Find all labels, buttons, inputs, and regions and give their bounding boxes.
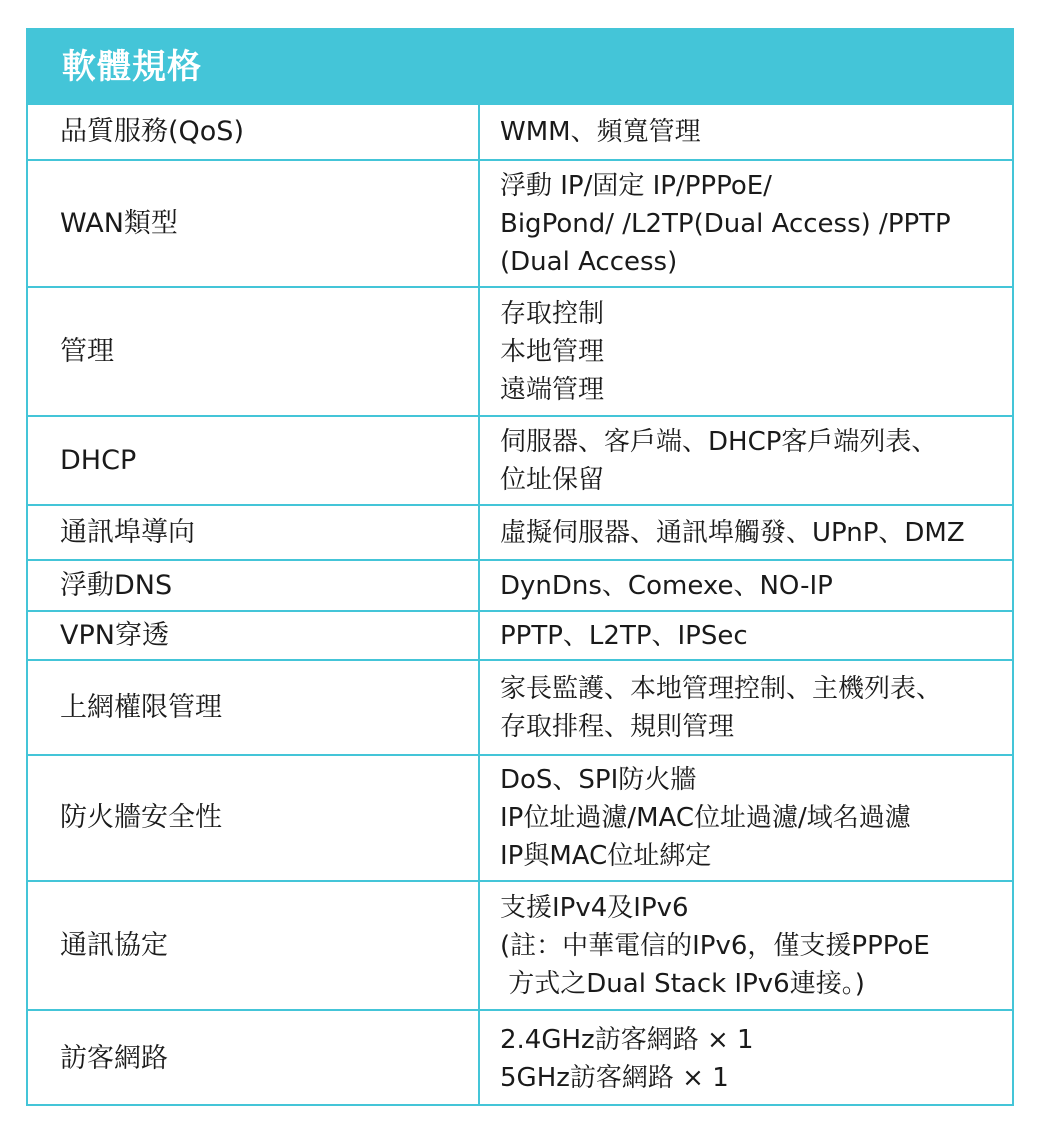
spec-value-line: 存取排程、規則管理 [500,711,735,742]
spec-value-line: DynDns、Comexe、NO-IP [500,570,833,601]
spec-value [480,161,1012,286]
spec-value-line: DoS、SPI防火牆 [500,765,697,795]
spec-value-line: IP與MAC位址綁定 [500,841,712,871]
spec-value-line: 方式之Dual Stack IPv6連接。) [500,968,865,999]
spec-label: 浮動DNS [60,569,173,601]
spec-label: 管理 [60,335,114,367]
spec-row-firewall [28,756,1012,882]
spec-value-line: 5GHz訪客網路 × 1 [500,1062,729,1093]
spec-value [480,417,1012,504]
spec-row-dhcp [28,417,1012,506]
spec-value [480,288,1012,415]
spec-label: 通訊埠導向 [60,516,195,548]
spec-value [480,561,1012,610]
spec-value-line: 本地管理 [500,336,605,367]
spec-value [480,612,1012,659]
spec-value [480,661,1012,754]
spec-value-line: 存取控制 [500,298,605,329]
spec-row-management [28,288,1012,417]
spec-value-line: 家長監護、本地管理控制、主機列表、 [500,673,943,704]
spec-value-line: 浮動 IP/固定 IP/PPPoE/ [500,170,772,201]
spec-value [480,882,1012,1009]
spec-value-line: WMM、頻寬管理 [500,117,701,147]
spec-row-port-forwarding [28,506,1012,561]
spec-value [480,1011,1012,1106]
spec-label: 通訊協定 [60,929,168,961]
spec-label: 品質服務(QoS) [60,116,244,147]
spec-label: 上網權限管理 [60,691,222,723]
spec-value-line: 位址保留 [500,464,605,495]
spec-label: 防火牆安全性 [60,802,222,833]
software-spec-table [26,28,1014,1106]
spec-row-qos [28,105,1012,161]
spec-value-line: (註：中華電信的IPv6，僅支援PPPoE [500,930,930,961]
spec-value [480,105,1012,159]
spec-value-line: 支援IPv4及IPv6 [500,892,689,923]
spec-value-line: 伺服器、客戶端、DHCP客戶端列表、 [500,426,938,457]
spec-value-line: (Dual Access) [500,246,678,277]
spec-label: 訪客網路 [60,1042,168,1074]
spec-value-line: 虛擬伺服器、通訊埠觸發、UPnP、DMZ [500,517,965,548]
table-header [28,30,1012,105]
spec-value [480,756,1012,880]
spec-row-guest-network [28,1011,1012,1106]
spec-row-protocol [28,882,1012,1011]
spec-rows [28,105,1012,1106]
spec-label: WAN類型 [60,207,178,239]
spec-row-vpn-passthrough [28,612,1012,661]
spec-label: VPN穿透 [60,619,169,651]
spec-value [480,506,1012,559]
spec-value-line: BigPond/ /L2TP(Dual Access) /PPTP [500,208,951,239]
spec-value-line: 2.4GHz訪客網路 × 1 [500,1024,754,1055]
spec-row-access-control [28,661,1012,756]
table-title: 軟體規格 [62,47,202,87]
spec-label: DHCP [60,444,137,476]
spec-row-wan-type [28,161,1012,288]
spec-value-line: 遠端管理 [500,374,605,405]
spec-row-ddns [28,561,1012,612]
spec-value-line: IP位址過濾/MAC位址過濾/域名過濾 [500,803,911,833]
spec-value-line: PPTP、L2TP、IPSec [500,620,748,651]
